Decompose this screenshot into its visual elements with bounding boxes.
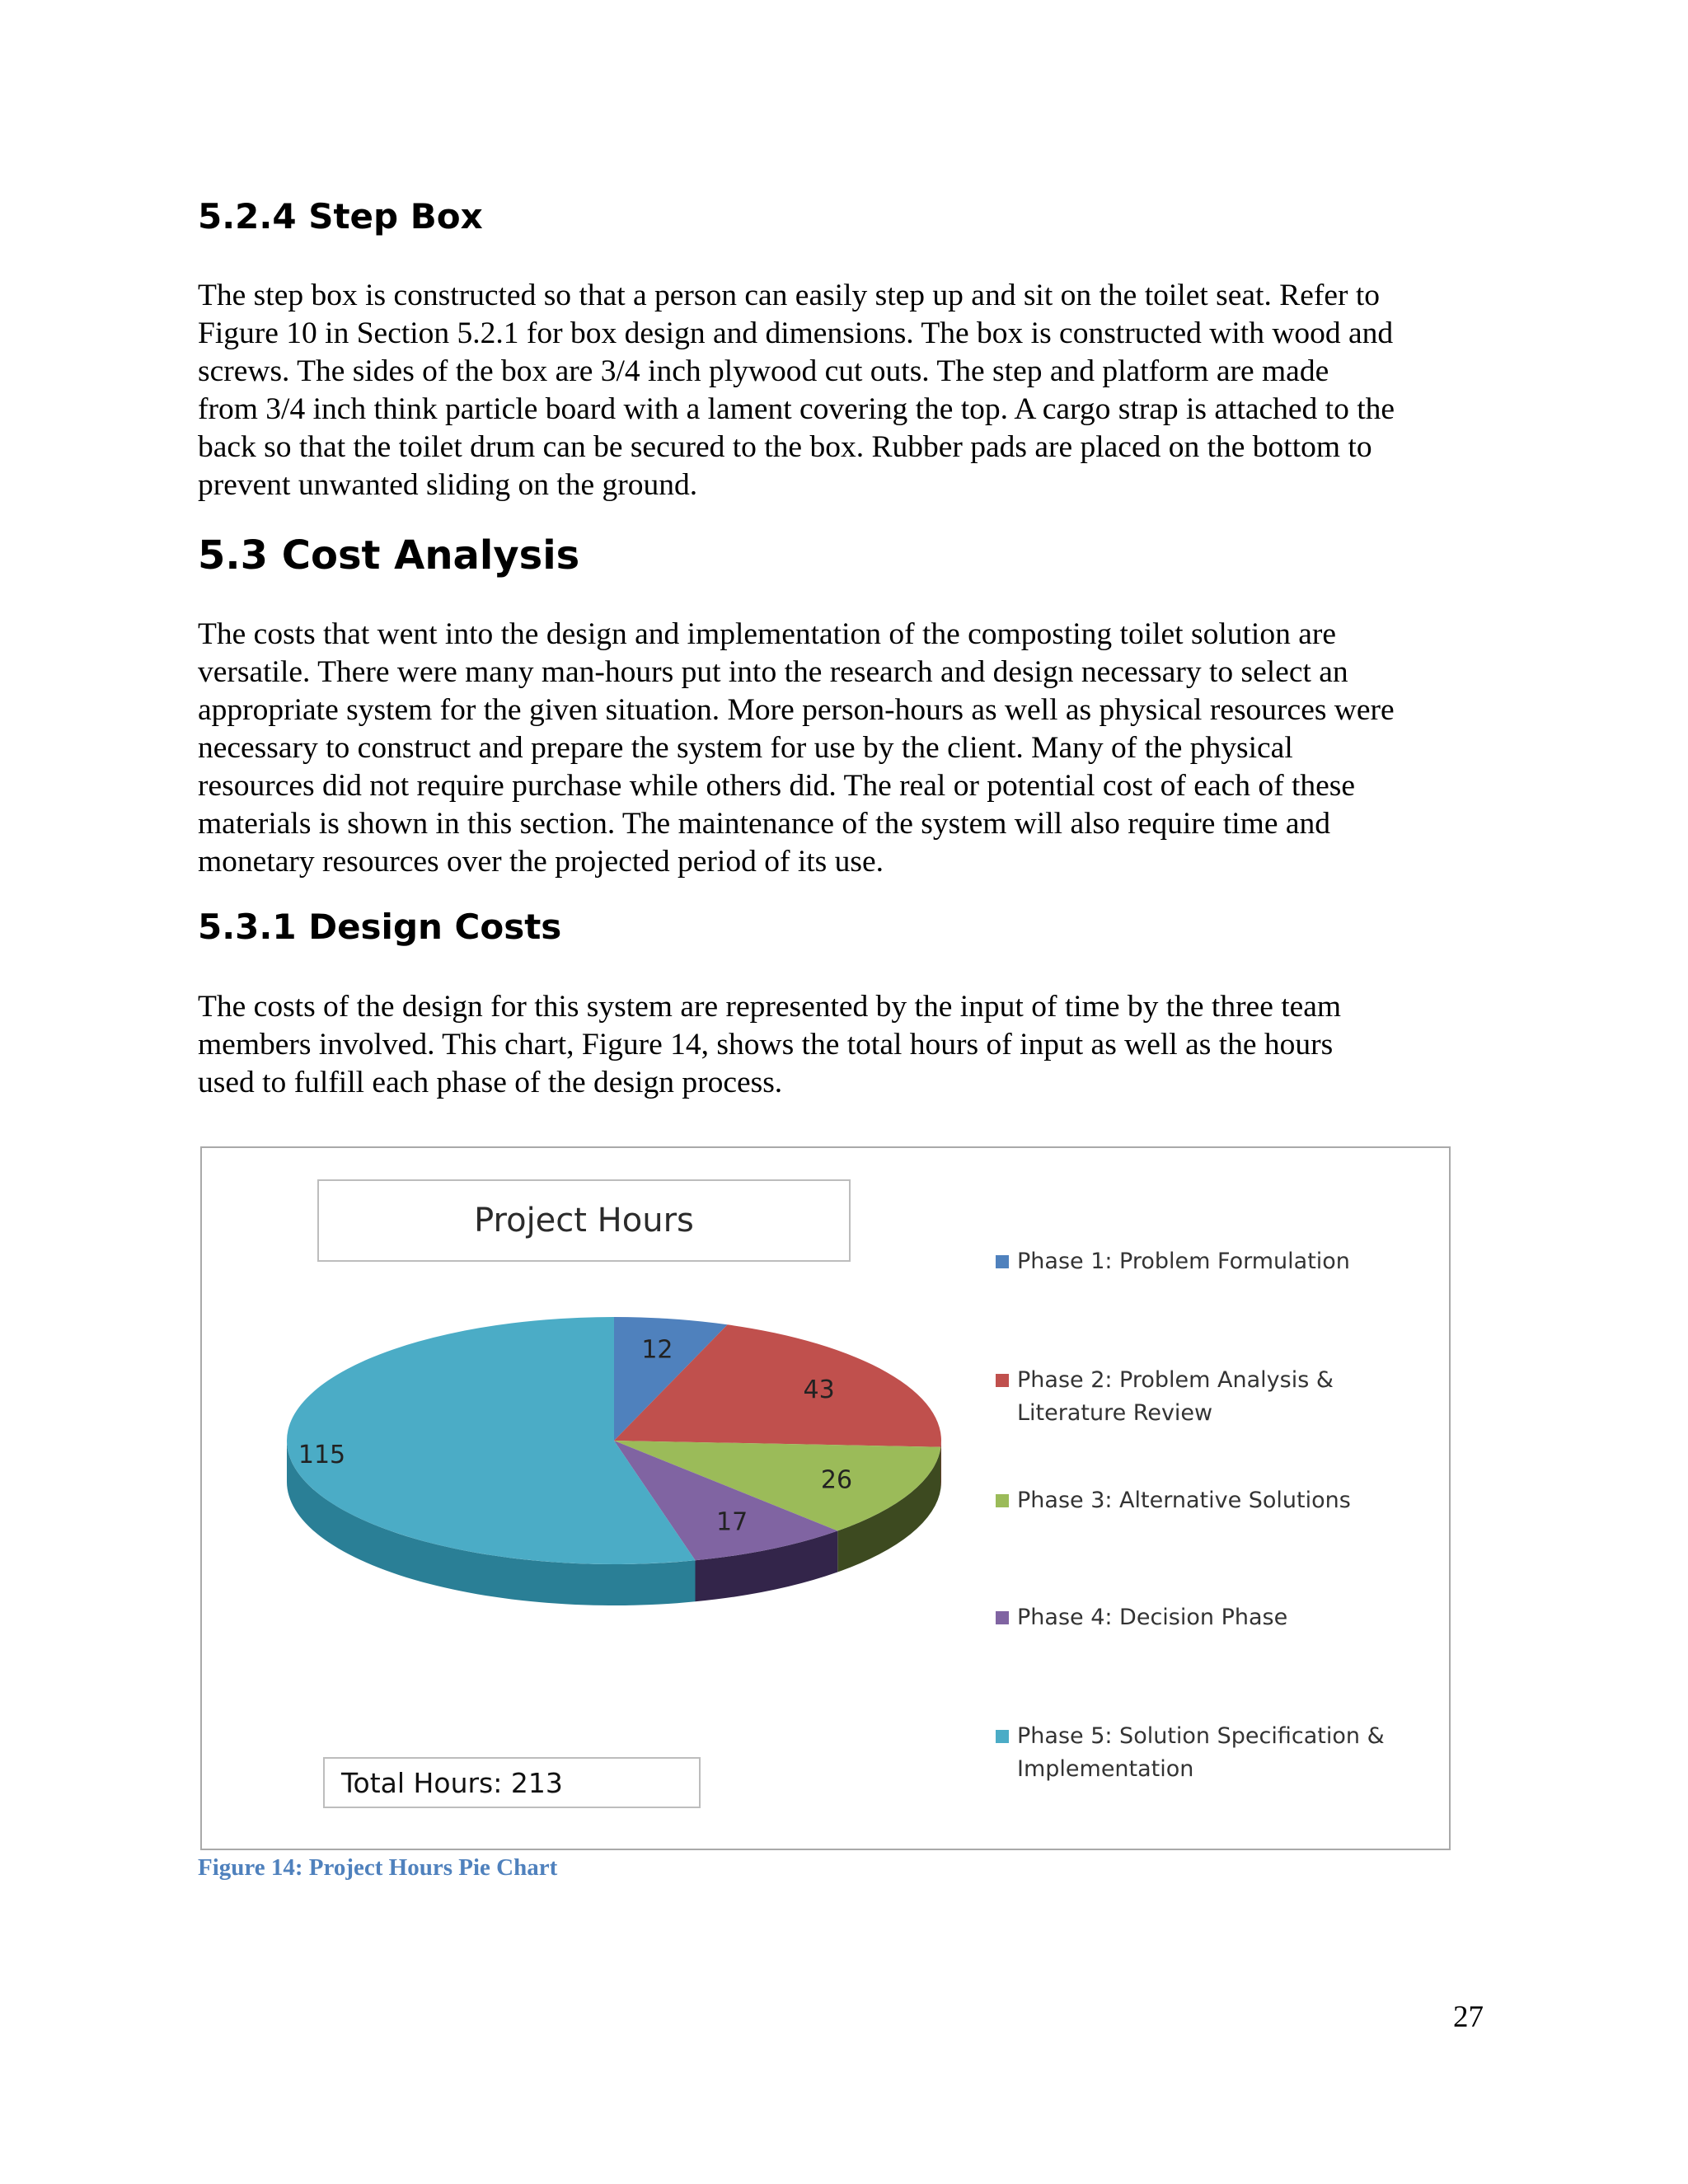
legend-swatch <box>996 1611 1009 1624</box>
pie-data-label: 26 <box>820 1465 853 1495</box>
text-line: from 3/4 inch think particle board with a lament covering the top. A cargo strap is attached to the <box>198 392 1395 426</box>
paragraph-step-box <box>198 277 1492 504</box>
text-line: Figure 10 in Section 5.2.1 for box design and dimensions. The box is constructed with wood and <box>198 316 1394 350</box>
legend-item <box>996 1720 1385 1786</box>
project-hours-chart <box>200 1146 1451 1850</box>
legend-swatch <box>996 1494 1009 1507</box>
text-line: resources did not require purchase while others did. The real or potential cost of each of these <box>198 769 1356 803</box>
legend-label: Phase 1: Problem Formulation <box>1017 1249 1350 1274</box>
text-line: The step box is constructed so that a person can easily step up and sit on the toilet seat. Refer to <box>198 279 1381 312</box>
pie-data-label: 43 <box>803 1376 835 1405</box>
pie-slice-side <box>940 1441 941 1488</box>
legend-item <box>996 1245 1350 1278</box>
legend-item <box>996 1484 1351 1517</box>
paragraph-design-costs <box>198 988 1492 1102</box>
text-line: members involved. This chart, Figure 14, shows the total hours of input as well as the hours <box>198 1028 1334 1062</box>
legend-item <box>996 1364 1334 1430</box>
pie-data-label: 115 <box>298 1440 346 1469</box>
pie-data-label: 17 <box>716 1507 748 1537</box>
text-line: used to fulfill each phase of the design process. <box>198 1066 783 1099</box>
chart-title: Project Hours <box>317 1179 851 1262</box>
text-line: back so that the toilet drum can be secured to the box. Rubber pads are placed on the bottom to <box>198 430 1372 464</box>
legend-swatch <box>996 1374 1009 1387</box>
text-line: materials is shown in this section. The maintenance of the system will also require time and <box>198 807 1330 841</box>
section-heading-design-costs: 5.3.1 Design Costs <box>198 907 562 947</box>
section-heading-step-box: 5.2.4 Step Box <box>198 196 483 237</box>
page-number: 27 <box>1453 2000 1484 2034</box>
legend-label: Phase 5: Solution Specification & Implementation <box>1017 1723 1385 1782</box>
text-line: necessary to construct and prepare the system for use by the client. Many of the physical <box>198 731 1293 765</box>
text-line: appropriate system for the given situation. More person-hours as well as physical resources were <box>198 693 1395 727</box>
legend-label: Phase 2: Problem Analysis & Literature Review <box>1017 1367 1334 1426</box>
legend-label: Phase 4: Decision Phase <box>1017 1605 1288 1630</box>
figure-caption: Figure 14: Project Hours Pie Chart <box>198 1854 558 1881</box>
text-line: The costs that went into the design and implementation of the composting toilet solution are <box>198 617 1336 651</box>
paragraph-cost-analysis <box>198 616 1492 881</box>
legend-swatch <box>996 1730 1009 1743</box>
legend-label: Phase 3: Alternative Solutions <box>1017 1488 1351 1513</box>
text-line: prevent unwanted sliding on the ground. <box>198 468 698 502</box>
text-line: versatile. There were many man-hours put into the research and design necessary to select an <box>198 655 1348 689</box>
legend-item <box>996 1601 1287 1634</box>
pie-data-label: 12 <box>641 1335 673 1365</box>
text-line: The costs of the design for this system are represented by the input of time by the three team <box>198 990 1342 1024</box>
pie-chart <box>202 1148 993 1741</box>
section-heading-cost-analysis: 5.3 Cost Analysis <box>198 532 580 579</box>
legend-swatch <box>996 1255 1009 1268</box>
total-hours-label: Total Hours: 213 <box>323 1757 701 1808</box>
text-line: monetary resources over the projected period of its use. <box>198 845 884 879</box>
text-line: screws. The sides of the box are 3/4 inch plywood cut outs. The step and platform are made <box>198 354 1329 388</box>
